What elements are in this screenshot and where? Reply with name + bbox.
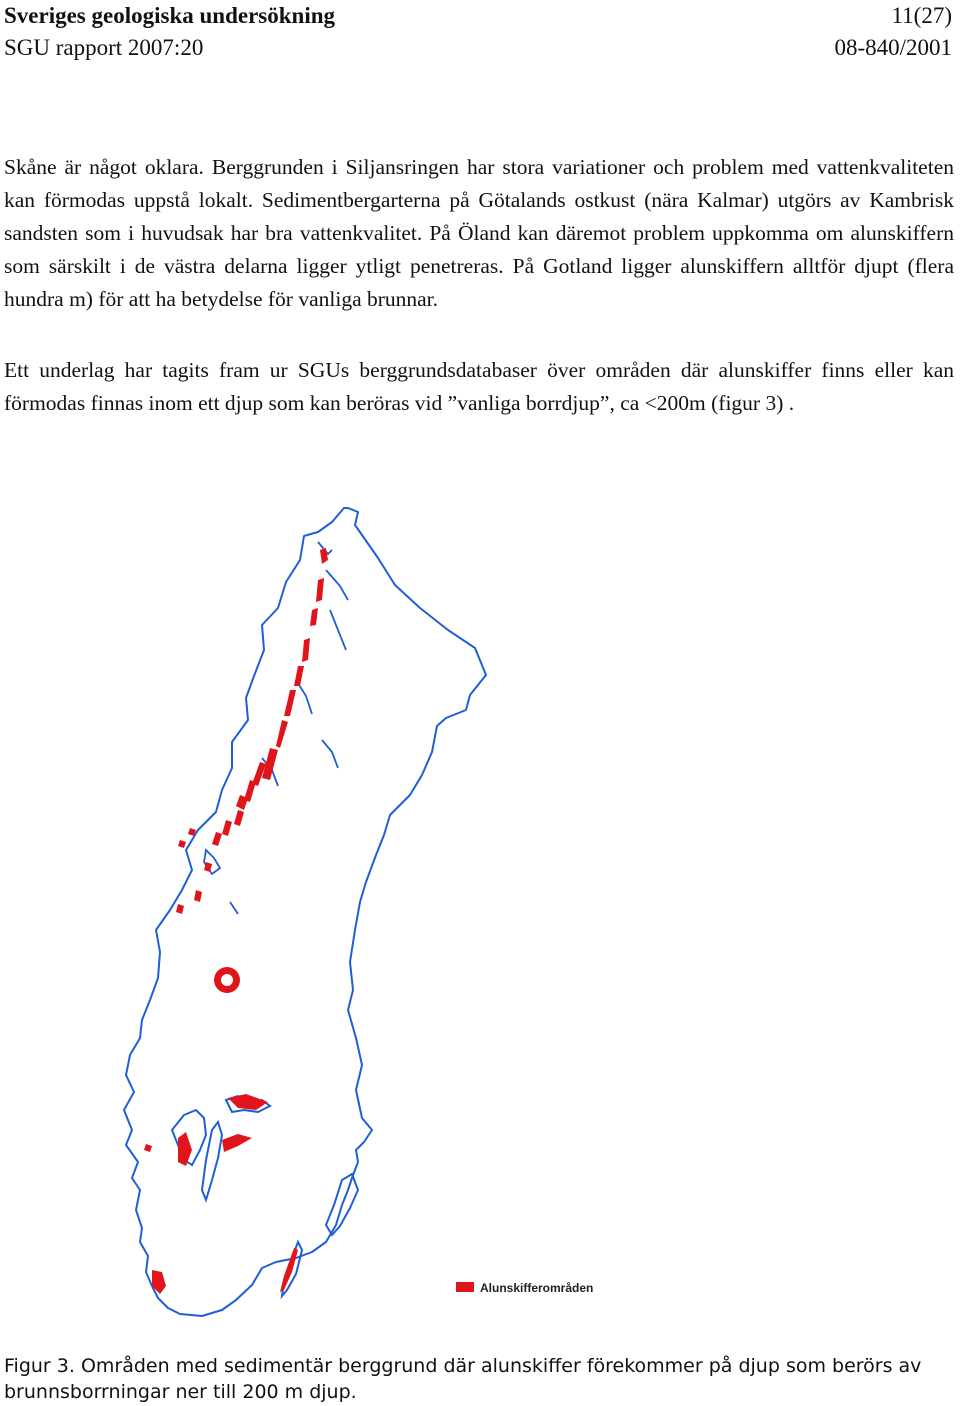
alum-shale-areas — [144, 548, 328, 1294]
header-line-1 — [4, 2, 952, 32]
header-line-2 — [4, 34, 952, 64]
sweden-map — [0, 490, 960, 1340]
figure-caption: Figur 3. Områden med sedimentär berggrund där alunskiffer förekommer på djup som berörs av brunnsborrningar ner till 200 m djup. — [4, 1355, 922, 1403]
body-paragraph-1: Skåne är något oklara. Berggrunden i Siljansringen har stora variationer och problem med vattenkvaliteten kan förmodas uppstå lokalt. Sedimentbergarterna på Götalands ostkust (nära Kalmar) utgörs av Kambrisk sandsten som i huvudsak har bra vattenkvalitet. På Öland kan däremot problem uppkomma om alunskiffern som särskilt i de västra delarna ligger ytligt penetreras. På Gotland ligger alunskiffern alltför djupt (flera hundra m) för att ha betydelse för vanliga brunnar. — [4, 155, 954, 311]
reference-number: 08-840/2001 — [834, 35, 952, 60]
northern-lakes — [204, 542, 348, 914]
report-id: SGU rapport 2007:20 — [4, 35, 204, 60]
body-paragraph-2: Ett underlag har tagits fram ur SGUs berggrundsdatabaser över områden där alunskiffer finns eller kan förmodas finnas inom ett djup som kan beröras vid ”vanliga borrdjup”, ca <200m (figur 3) . — [4, 358, 954, 415]
legend-swatch — [456, 1282, 474, 1292]
page-number: 11(27) — [891, 3, 952, 28]
org-name: Sveriges geologiska undersökning — [4, 3, 335, 28]
legend-label: Alunskifferområden — [480, 1281, 594, 1295]
